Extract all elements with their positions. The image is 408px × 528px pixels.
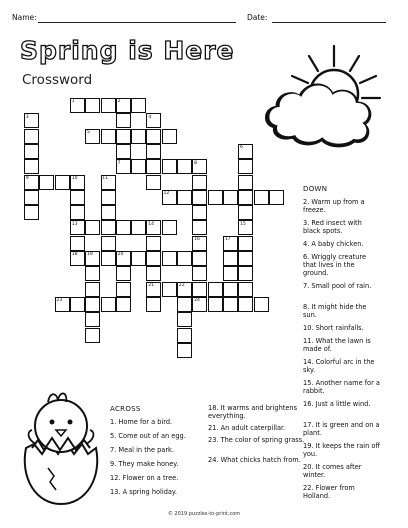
grid-cell[interactable]	[177, 251, 192, 266]
grid-cell[interactable]	[254, 190, 269, 205]
clue-item: 16. Just a little wind.	[303, 400, 371, 408]
grid-cell[interactable]	[85, 266, 100, 281]
grid-cell[interactable]	[146, 266, 161, 281]
grid-cell[interactable]	[70, 205, 85, 220]
grid-cell[interactable]	[223, 251, 238, 266]
grid-cell[interactable]	[177, 297, 192, 312]
clue-item: 10. Short rainfalls.	[303, 324, 364, 332]
cell-number: 17	[224, 237, 231, 242]
grid-cell[interactable]	[116, 220, 131, 235]
cell-number: 7	[117, 160, 121, 166]
grid-cell[interactable]	[85, 328, 100, 343]
grid-cell[interactable]	[85, 98, 100, 113]
grid-cell[interactable]	[208, 282, 223, 297]
grid-cell[interactable]	[116, 113, 131, 128]
clue-item: 20. It comes after winter.	[303, 463, 362, 479]
cell-number: 3	[25, 114, 29, 120]
grid-cell[interactable]	[101, 129, 116, 144]
grid-cell[interactable]	[55, 175, 70, 190]
grid-cell[interactable]	[162, 220, 177, 235]
grid-cell[interactable]	[223, 282, 238, 297]
grid-cell[interactable]	[146, 251, 161, 266]
grid-cell[interactable]	[101, 251, 116, 266]
cell-number: 8	[194, 160, 198, 166]
clue-item: 23. The color of spring grass.	[208, 436, 305, 444]
clue-item: 21. An adult caterpillar.	[208, 424, 286, 432]
clue-item: 22. Flower from Holland.	[303, 484, 355, 500]
grid-cell[interactable]	[223, 266, 238, 281]
grid-cell[interactable]	[192, 251, 207, 266]
cell-number: 21	[148, 282, 155, 288]
clue-item: 8. It might hide the sun.	[303, 303, 367, 319]
grid-cell[interactable]	[116, 282, 131, 297]
cell-number: 16	[194, 237, 200, 242]
grid-cell[interactable]	[131, 251, 146, 266]
grid-cell[interactable]	[192, 175, 207, 190]
grid-cell[interactable]	[146, 159, 161, 174]
grid-cell[interactable]	[269, 190, 284, 205]
grid-cell[interactable]	[116, 297, 131, 312]
grid-cell[interactable]	[85, 282, 100, 297]
grid-cell[interactable]	[238, 190, 253, 205]
grid-cell[interactable]	[85, 297, 100, 312]
grid-cell[interactable]	[101, 236, 116, 251]
hatching-chick-icon	[18, 384, 104, 506]
grid-cell[interactable]	[116, 129, 131, 144]
grid-cell[interactable]	[177, 190, 192, 205]
grid-cell[interactable]	[24, 129, 39, 144]
date-label: Date:	[247, 13, 268, 22]
clue-item: 24. What chicks hatch from.	[208, 456, 301, 464]
grid-cell[interactable]	[162, 282, 177, 297]
grid-cell[interactable]	[208, 190, 223, 205]
grid-cell[interactable]	[101, 190, 116, 205]
across-heading: ACROSS	[110, 405, 141, 413]
down-heading: DOWN	[303, 185, 328, 193]
grid-cell[interactable]	[238, 251, 253, 266]
grid-cell[interactable]	[146, 144, 161, 159]
cell-number: 24	[194, 298, 200, 304]
clue-item: 14. Colorful arc in the sky.	[303, 358, 375, 374]
grid-cell[interactable]	[146, 129, 161, 144]
grid-cell[interactable]	[101, 220, 116, 235]
grid-cell[interactable]	[162, 129, 177, 144]
grid-cell[interactable]	[238, 175, 253, 190]
grid-cell[interactable]	[85, 220, 100, 235]
clue-item: 7. Small pool of rain.	[303, 282, 372, 290]
cell-number: 11	[102, 175, 109, 181]
date-line[interactable]	[272, 22, 386, 23]
cell-number: 18	[71, 252, 78, 258]
footer-credit: © 2019 puzzles-to-print.com	[167, 511, 241, 517]
grid-cell[interactable]	[70, 236, 85, 251]
grid-cell[interactable]	[223, 190, 238, 205]
grid-cell[interactable]	[146, 175, 161, 190]
clue-item: 9. They make honey.	[110, 460, 179, 468]
clue-item: 18. It warms and brightens everything.	[208, 404, 298, 420]
grid-cell[interactable]	[208, 297, 223, 312]
grid-cell[interactable]	[131, 220, 146, 235]
cell-number: 14	[148, 221, 155, 227]
clue-item: 3. Red insect with black spots.	[303, 219, 362, 235]
grid-cell[interactable]	[192, 205, 207, 220]
cell-number: 10	[71, 175, 78, 181]
name-line[interactable]	[38, 22, 236, 23]
cell-number: 4	[148, 114, 152, 120]
page-subtitle: Crossword	[22, 72, 93, 88]
clue-item: 4. A baby chicken.	[303, 240, 364, 248]
grid-cell[interactable]	[101, 297, 116, 312]
grid-cell[interactable]	[238, 205, 253, 220]
grid-cell[interactable]	[254, 297, 269, 312]
clue-item: 6. Wriggly creature that lives in the ground.	[303, 253, 367, 277]
grid-cell[interactable]	[238, 266, 253, 281]
clue-item: 12. Flower on a tree.	[110, 474, 179, 482]
clue-item: 13. A spring holiday.	[110, 488, 177, 496]
grid-cell[interactable]	[85, 312, 100, 327]
grid-cell[interactable]	[131, 98, 146, 113]
grid-cell[interactable]	[223, 297, 238, 312]
cell-number: 2	[117, 99, 121, 105]
grid-cell[interactable]	[131, 159, 146, 174]
clue-item: 15. Another name for a rabbit.	[303, 379, 380, 395]
cell-number: 9	[25, 175, 29, 181]
cell-number: 22	[178, 282, 185, 288]
grid-cell[interactable]	[162, 251, 177, 266]
grid-cell[interactable]	[24, 205, 39, 220]
grid-cell[interactable]	[101, 98, 116, 113]
grid-cell[interactable]	[146, 236, 161, 251]
cell-number: 13	[71, 221, 78, 227]
cell-number: 1	[71, 99, 75, 105]
grid-cell[interactable]	[192, 266, 207, 281]
clue-item: 7. Meal in the park.	[110, 446, 174, 454]
grid-cell[interactable]	[192, 220, 207, 235]
grid-cell[interactable]	[146, 297, 161, 312]
clue-item: 5. Come out of an egg.	[110, 432, 186, 440]
grid-cell[interactable]	[101, 205, 116, 220]
clue-item: 11. What the lawn is made of.	[303, 337, 371, 353]
cell-number: 19	[87, 252, 93, 258]
grid-cell[interactable]	[24, 144, 39, 159]
cell-number: 5	[87, 129, 90, 135]
grid-cell[interactable]	[24, 190, 39, 205]
sun-cloud-icon	[262, 44, 394, 148]
grid-cell[interactable]	[177, 159, 192, 174]
grid-cell[interactable]	[162, 159, 177, 174]
grid-cell[interactable]	[177, 328, 192, 343]
cell-number: 20	[117, 252, 124, 258]
grid-cell[interactable]	[131, 129, 146, 144]
grid-cell[interactable]	[70, 297, 85, 312]
grid-cell[interactable]	[70, 190, 85, 205]
grid-cell[interactable]	[238, 282, 253, 297]
grid-cell[interactable]	[238, 159, 253, 174]
grid-cell[interactable]	[238, 297, 253, 312]
clue-item: 17. It is green and on a plant.	[303, 421, 380, 437]
name-label: Name:	[12, 13, 37, 22]
grid-cell[interactable]	[238, 236, 253, 251]
grid-cell[interactable]	[192, 190, 207, 205]
cell-number: 6	[240, 145, 243, 151]
clue-item: 1. Home for a bird.	[110, 418, 173, 426]
grid-cell[interactable]	[177, 343, 192, 358]
page-title: Spring is Here	[20, 36, 235, 65]
grid-cell[interactable]	[39, 175, 54, 190]
cell-number: 12	[163, 191, 170, 197]
cell-number: 23	[56, 298, 63, 304]
grid-cell[interactable]	[192, 282, 207, 297]
grid-cell[interactable]	[177, 312, 192, 327]
clue-item: 2. Warm up from a freeze.	[303, 198, 365, 214]
clue-item: 19. It keeps the rain off you.	[303, 442, 380, 458]
grid-cell[interactable]	[24, 159, 39, 174]
grid-cell[interactable]	[116, 144, 131, 159]
grid-cell[interactable]	[116, 266, 131, 281]
cell-number: 15	[240, 221, 246, 227]
